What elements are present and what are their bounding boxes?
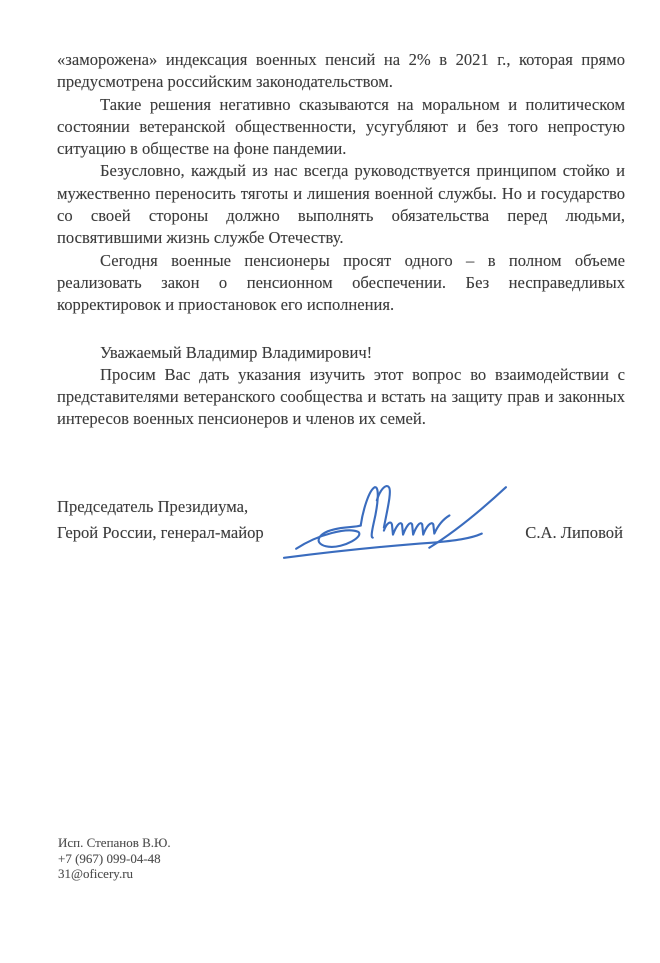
signatory-title-line1: Председатель Президиума, <box>57 497 249 516</box>
signatory-title-line2: Герой России, генерал-майор <box>57 523 264 542</box>
executor-phone: +7 (967) 099-04-48 <box>58 850 161 866</box>
executor-contact-block <box>58 835 171 882</box>
signatory-titles <box>57 494 264 546</box>
paragraph-state-obligations: Безусловно, каждый из нас всегда руководствуется принципом стойко и мужественно переносить тяготы и лишения военной службы. Но и государство со своей стороны должно выполнять обязательства перед людьми, посвятившими жизнь службе Отечеству. <box>57 161 625 248</box>
signatory-name: С.А. Липовой <box>525 523 623 542</box>
signature-block <box>57 494 625 589</box>
letter-body <box>57 49 625 431</box>
handwritten-signature-icon <box>281 478 513 564</box>
executor-name: Исп. Степанов В.Ю. <box>58 835 171 850</box>
executor-email: 31@oficery.ru <box>58 866 134 881</box>
paragraph-request-action: Просим Вас дать указания изучить этот вопрос во взаимодействии с представителями ветеранского сообщества и встать на защиту прав и законных интересов военных пенсионеров и членов их семей. <box>57 364 625 429</box>
paragraph-pension-indexation: «заморожена» индексация военных пенсий на 2% в 2021 г., которая прямо предусмотрена российским законодательством. <box>57 50 625 92</box>
paragraph-pensioners-request: Сегодня военные пенсионеры просят одного – в полном объеме реализовать закон о пенсионном обеспечении. Без несправедливых корректировок и приостановок его исполнения. <box>57 250 625 315</box>
salutation: Уважаемый Владимир Владимирович! <box>100 342 373 362</box>
signature-strokes <box>284 486 506 558</box>
paragraph-negative-impact: Такие решения негативно сказываются на моральном и политическом состоянии ветеранской общественности, усугубляют и без того непростую ситуацию в обществе на фоне пандемии. <box>57 94 625 159</box>
